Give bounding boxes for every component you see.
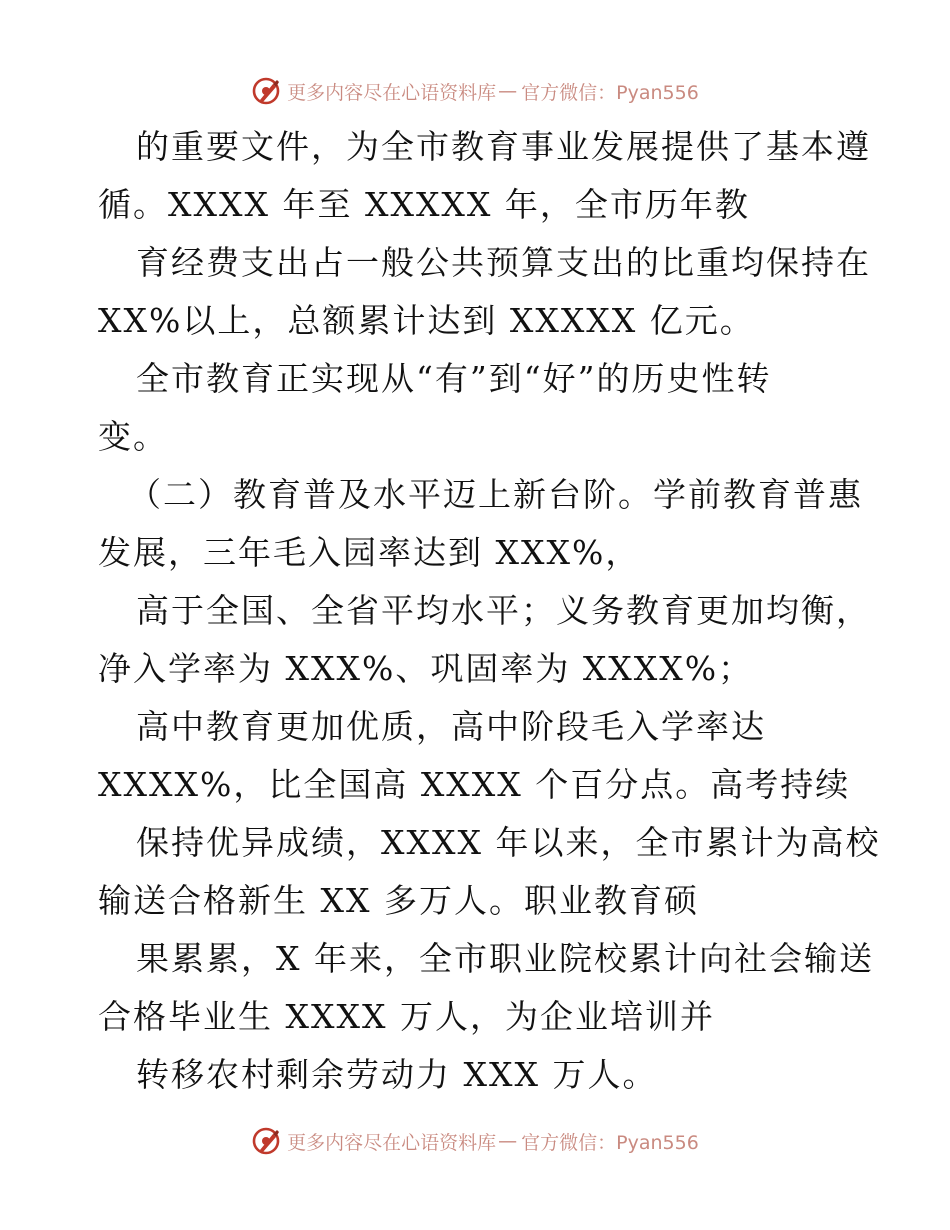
footer-watermark	[0, 1121, 950, 1161]
text-line: 全市教育正实现从“有”到“好”的历史性转	[136, 359, 772, 398]
text-line: 高于全国、全省平均水平；义务教育更加均衡，	[136, 591, 871, 630]
text-line: 循。XXXX 年至 XXXXX 年，全市历年教	[98, 185, 750, 224]
text-line: 保持优异成绩，XXXX 年以来，全市累计为高校	[136, 823, 881, 862]
watermark-contact: 官方微信：Pyan556	[521, 1131, 699, 1154]
watermark-text: 更多内容尽在心语资料库	[287, 81, 497, 104]
watermark-separator: —	[498, 80, 518, 102]
text-line: 高中教育更加优质，高中阶段毛入学率达	[136, 707, 766, 746]
text-line: 发展，三年毛入园率达到 XXX%，	[98, 533, 641, 572]
watermark-contact: 官方微信：Pyan556	[521, 81, 699, 104]
section-heading-line: （二）教育普及水平迈上新台阶。学前教育普惠	[128, 475, 863, 514]
text-line: 净入学率为 XXX%、巩固率为 XXXX%；	[98, 649, 754, 688]
watermark-text: 更多内容尽在心语资料库	[287, 1131, 497, 1154]
text-line: 输送合格新生 XX 多万人。职业教育硕	[98, 881, 699, 920]
text-line: 育经费支出占一般公共预算支出的比重均保持在	[136, 243, 871, 282]
text-line: 果累累，X 年来，全市职业院校累计向社会输送	[136, 939, 874, 978]
text-line: 的重要文件，为全市教育事业发展提供了基本遵	[136, 127, 871, 166]
text-line: XXXX%，比全国高 XXXX 个百分点。高考持续	[98, 765, 851, 804]
watermark-separator: —	[498, 1130, 518, 1152]
pen-logo-icon	[251, 1126, 281, 1156]
text-line: 变。	[98, 417, 168, 456]
text-line: 转移农村剩余劳动力 XXX 万人。	[136, 1055, 658, 1094]
text-line: XX%以上，总额累计达到 XXXXX 亿元。	[98, 301, 755, 340]
text-line: 合格毕业生 XXXX 万人，为企业培训并	[98, 997, 715, 1036]
